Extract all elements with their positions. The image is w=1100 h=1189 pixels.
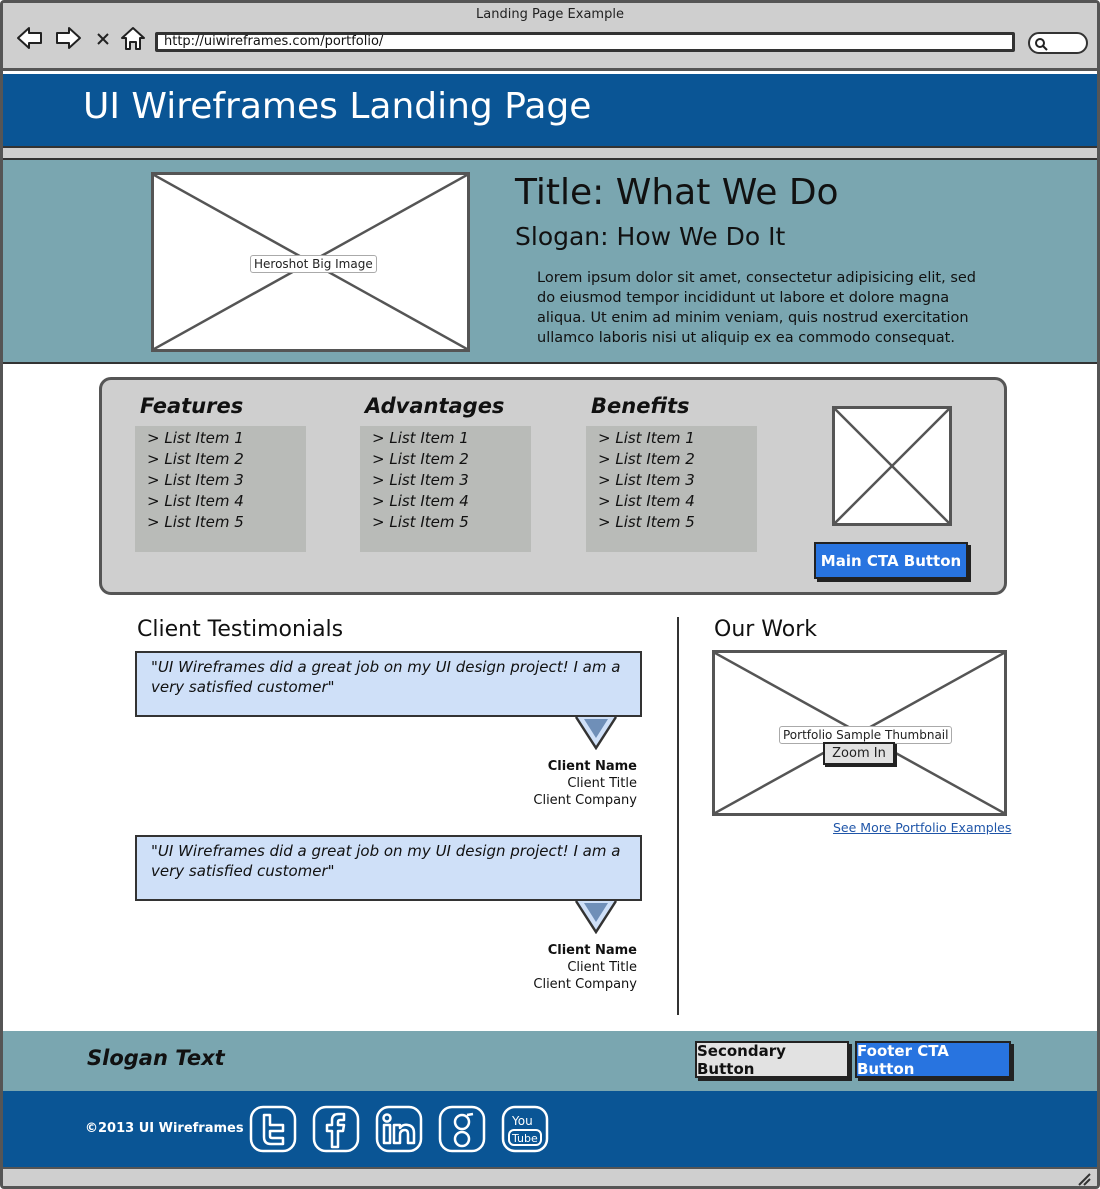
twitter-icon[interactable]: [249, 1105, 297, 1153]
youtube-icon[interactable]: [501, 1105, 549, 1153]
site-header: [3, 74, 1097, 148]
list-item: > List Item 3: [372, 471, 469, 489]
back-arrow-icon[interactable]: [15, 25, 43, 51]
list-item: > List Item 4: [147, 492, 244, 510]
list-item: > List Item 1: [598, 429, 695, 447]
window-title: Landing Page Example: [476, 7, 624, 22]
search-icon: [1034, 37, 1048, 51]
testimonial-quote: "UI Wireframes did a great job on my UI design project! I am a very satisfied customer": [135, 835, 642, 901]
hero-image-placeholder: [151, 172, 470, 352]
hero-slogan: Slogan: How We Do It: [515, 222, 786, 251]
facebook-icon[interactable]: [312, 1105, 360, 1153]
address-bar[interactable]: http://uiwireframes.com/portfolio/: [155, 32, 1015, 52]
speech-bubble-tail: [574, 900, 618, 934]
list-item: > List Item 1: [147, 429, 244, 447]
client-company: Client Company: [533, 793, 637, 808]
portfolio-thumbnail-label: Portfolio Sample Thumbnail: [779, 726, 952, 744]
youtube-icon-text-bottom: Tube: [512, 1132, 538, 1145]
client-title: Client Title: [567, 776, 637, 791]
features-heading: Features: [140, 394, 244, 418]
list-item: > List Item 2: [372, 450, 469, 468]
hero-body-text: Lorem ipsum dolor sit amet, consectetur adipisicing elit, sed do eiusmod tempor incididunt ut labore et dolore magna aliqua. Ut enim ad minim veniam, quis nostrud exercitation ullamco laboris nisi ut aliquip ex ea commodo consequat.: [537, 270, 976, 346]
column-divider: [677, 617, 679, 1015]
site-footer: [3, 1091, 1097, 1167]
advantages-heading: Advantages: [365, 394, 505, 418]
benefits-list: [586, 426, 757, 552]
features-list: [135, 426, 306, 552]
client-name: Client Name: [547, 943, 637, 958]
resize-grip-icon[interactable]: [1077, 1172, 1091, 1186]
list-item: > List Item 3: [598, 471, 695, 489]
list-item: > List Item 4: [598, 492, 695, 510]
secondary-button[interactable]: Secondary Button: [695, 1041, 849, 1078]
client-name: Client Name: [547, 759, 637, 774]
portfolio-thumbnail[interactable]: [712, 650, 1007, 816]
see-more-portfolio-link[interactable]: See More Portfolio Examples: [833, 820, 1012, 835]
advantages-list: [360, 426, 531, 552]
hero-section: [3, 160, 1097, 364]
our-work-heading: Our Work: [714, 617, 818, 642]
copyright-text: ©2013 UI Wireframes: [85, 1121, 244, 1136]
main-cta-button[interactable]: Main CTA Button: [814, 542, 968, 579]
browser-search-field[interactable]: [1028, 32, 1088, 54]
google-icon[interactable]: [438, 1105, 486, 1153]
client-company: Client Company: [533, 977, 637, 992]
testimonial-quote: "UI Wireframes did a great job on my UI design project! I am a very satisfied customer": [135, 651, 642, 717]
browser-status-bar: [3, 1167, 1097, 1189]
site-title: UI Wireframes Landing Page: [83, 86, 592, 127]
hero-image-label: Heroshot Big Image: [250, 255, 377, 273]
list-item: > List Item 1: [372, 429, 469, 447]
testimonial-client: [435, 942, 637, 993]
feature-image-placeholder: [832, 406, 952, 526]
footer-slogan: Slogan Text: [87, 1046, 225, 1070]
youtube-icon-text-top: You: [512, 1114, 533, 1128]
testimonials-heading: Client Testimonials: [137, 617, 344, 642]
browser-toolbar: [3, 3, 1097, 71]
client-title: Client Title: [567, 960, 637, 975]
hero-title: Title: What We Do: [515, 172, 839, 213]
list-item: > List Item 5: [147, 513, 244, 531]
testimonial-client: [435, 758, 637, 809]
list-item: > List Item 2: [598, 450, 695, 468]
linkedin-icon[interactable]: [375, 1105, 423, 1153]
benefits-heading: Benefits: [591, 394, 690, 418]
list-item: > List Item 5: [598, 513, 695, 531]
features-panel: [99, 377, 1007, 595]
list-item: > List Item 4: [372, 492, 469, 510]
close-icon[interactable]: [91, 25, 115, 51]
list-item: > List Item 3: [147, 471, 244, 489]
list-item: > List Item 2: [147, 450, 244, 468]
zoom-in-button[interactable]: Zoom In: [823, 742, 895, 765]
forward-arrow-icon[interactable]: [55, 25, 83, 51]
speech-bubble-tail: [574, 716, 618, 750]
header-divider: [3, 148, 1097, 160]
home-icon[interactable]: [119, 25, 147, 51]
list-item: > List Item 5: [372, 513, 469, 531]
footer-cta-band: [3, 1031, 1097, 1091]
footer-cta-button[interactable]: Footer CTA Button: [855, 1041, 1011, 1078]
